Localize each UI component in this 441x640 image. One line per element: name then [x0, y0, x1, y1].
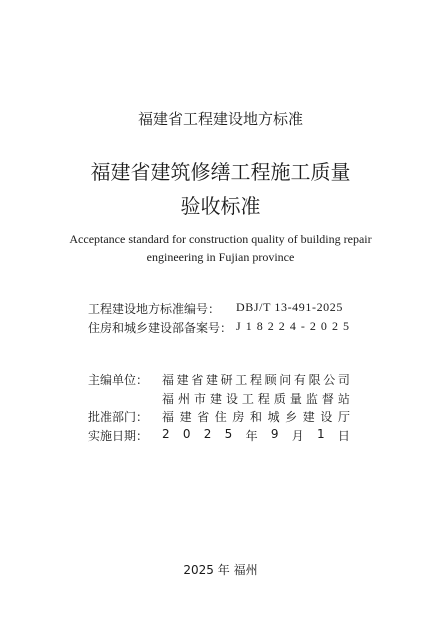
implementation-date-value: 2 0 2 5 年 9 月 1 日 — [162, 427, 350, 443]
editor-unit-2: 福 州 市 建 设 工 程 质 量 监 督 站 — [162, 392, 350, 406]
footer-year-place: 2025 年 福州 — [183, 563, 258, 577]
english-title-line-2: engineering in Fujian province — [146, 250, 295, 264]
record-number-label: 住房和城乡建设部备案号： — [88, 321, 233, 335]
english-title-line-1: Acceptance standard for construction quality of building repair — [69, 232, 372, 246]
approval-department-label: 批准部门： — [88, 410, 149, 424]
series-title: 福建省工程建设地方标准 — [137, 110, 303, 128]
record-number-value: J 1 8 2 2 4 - 2 0 2 5 — [236, 319, 349, 333]
main-title-line-1: 福建省建筑修缮工程施工质量 — [90, 160, 351, 184]
implementation-date-label: 实施日期： — [88, 429, 149, 443]
standard-number-value: DBJ/T 13-491-2025 — [236, 300, 343, 314]
main-title-line-2: 验收标准 — [180, 194, 261, 218]
editor-unit-1: 福 建 省 建 研 工 程 顾 问 有 限 公 司 — [162, 373, 350, 387]
standard-number-label: 工程建设地方标准编号： — [88, 302, 221, 316]
approval-department-value: 福 建 省 住 房 和 城 乡 建 设 厅 — [162, 410, 350, 424]
editor-unit-label: 主编单位： — [88, 373, 149, 387]
